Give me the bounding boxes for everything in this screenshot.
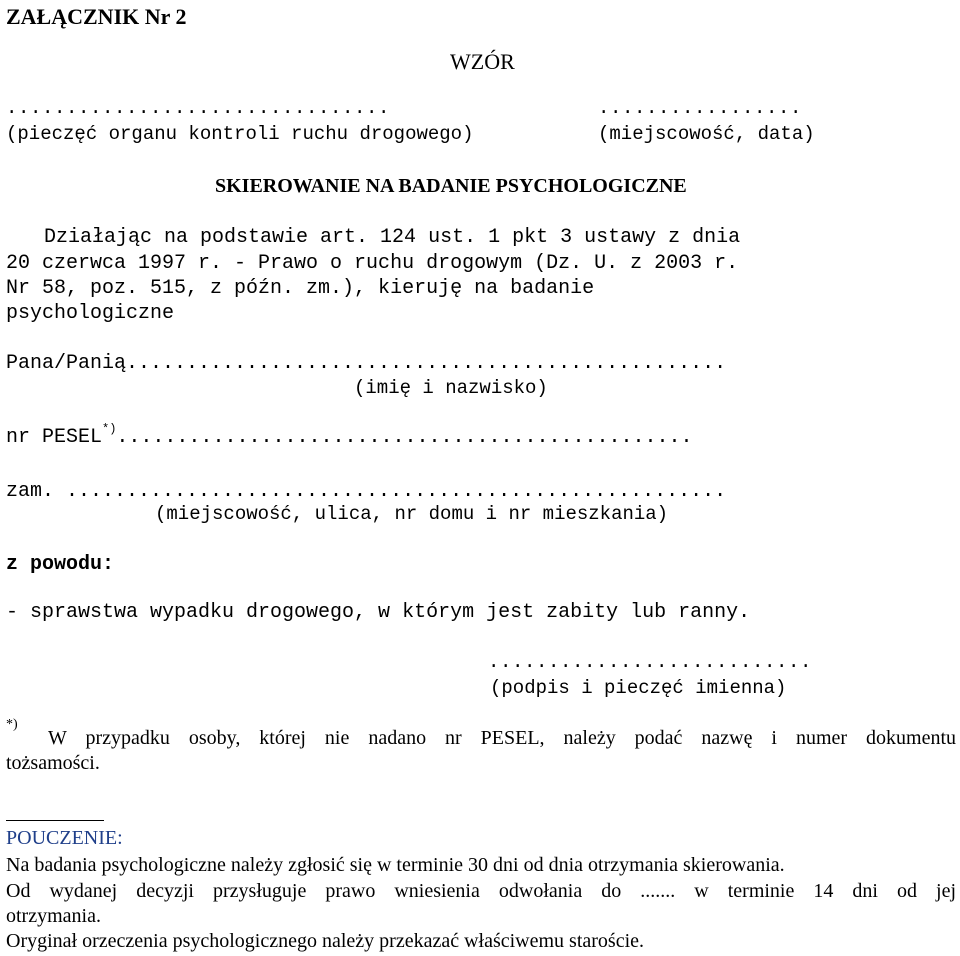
place-date-field-dots: .................: [598, 97, 803, 119]
signature-field-caption: (podpis i pieczęć imienna): [490, 677, 787, 699]
stamp-field-dots: ................................: [6, 97, 391, 119]
pesel-field: [6, 422, 693, 449]
instructions-line: Na badania psychologiczne należy zgłosić się w terminie 30 dni od dnia otrzymania skierowania.: [6, 854, 785, 876]
instructions-line: Od wydanej decyzji przysługuje prawo wniesienia odwołania do ....... w terminie 14 dni od jej: [6, 880, 956, 902]
name-field-caption: (imię i nazwisko): [354, 377, 548, 399]
reason-item: - sprawstwa wypadku drogowego, w którym jest zabity lub ranny.: [6, 601, 751, 624]
signature-field-dots: ...........................: [488, 651, 813, 673]
stamp-field-caption: (pieczęć organu kontroli ruchu drogowego): [6, 123, 474, 145]
reason-label: z powodu:: [6, 553, 115, 576]
pesel-label: nr PESEL: [6, 426, 103, 449]
footnote-text-continued: tożsamości.: [6, 752, 100, 774]
footnote-mark: *): [6, 717, 18, 732]
pesel-footnote-mark: *): [102, 422, 117, 436]
intro-line: 20 czerwca 1997 r. - Prawo o ruchu drogowym (Dz. U. z 2003 r.: [6, 252, 739, 275]
intro-line: Nr 58, poz. 515, z późn. zm.), kieruję na badanie: [6, 277, 595, 300]
address-field: zam. .......................................................: [6, 480, 727, 503]
instructions-title: POUCZENIE:: [6, 827, 123, 849]
document-title: SKIEROWANIE NA BADANIE PSYCHOLOGICZNE: [215, 175, 687, 197]
attachment-heading: ZAŁĄCZNIK Nr 2: [6, 4, 187, 29]
instructions-line: Oryginał orzeczenia psychologicznego należy przekazać właściwemu staroście.: [6, 930, 645, 952]
template-label: WZÓR: [450, 49, 515, 74]
section-divider: [6, 820, 104, 821]
footnote-text: W przypadku osoby, której nie nadano nr PESEL, należy podać nazwę i numer dokumentu: [48, 727, 956, 749]
address-field-caption: (miejscowość, ulica, nr domu i nr mieszkania): [155, 503, 669, 525]
pesel-dots: ................................................: [116, 426, 693, 449]
place-date-field-caption: (miejscowość, data): [598, 123, 815, 145]
instructions-line: otrzymania.: [6, 905, 101, 927]
intro-line: Działając na podstawie art. 124 ust. 1 pkt 3 ustawy z dnia: [44, 226, 741, 249]
intro-line: psychologiczne: [6, 302, 175, 325]
name-field: Pana/Panią..................................................: [6, 352, 727, 375]
